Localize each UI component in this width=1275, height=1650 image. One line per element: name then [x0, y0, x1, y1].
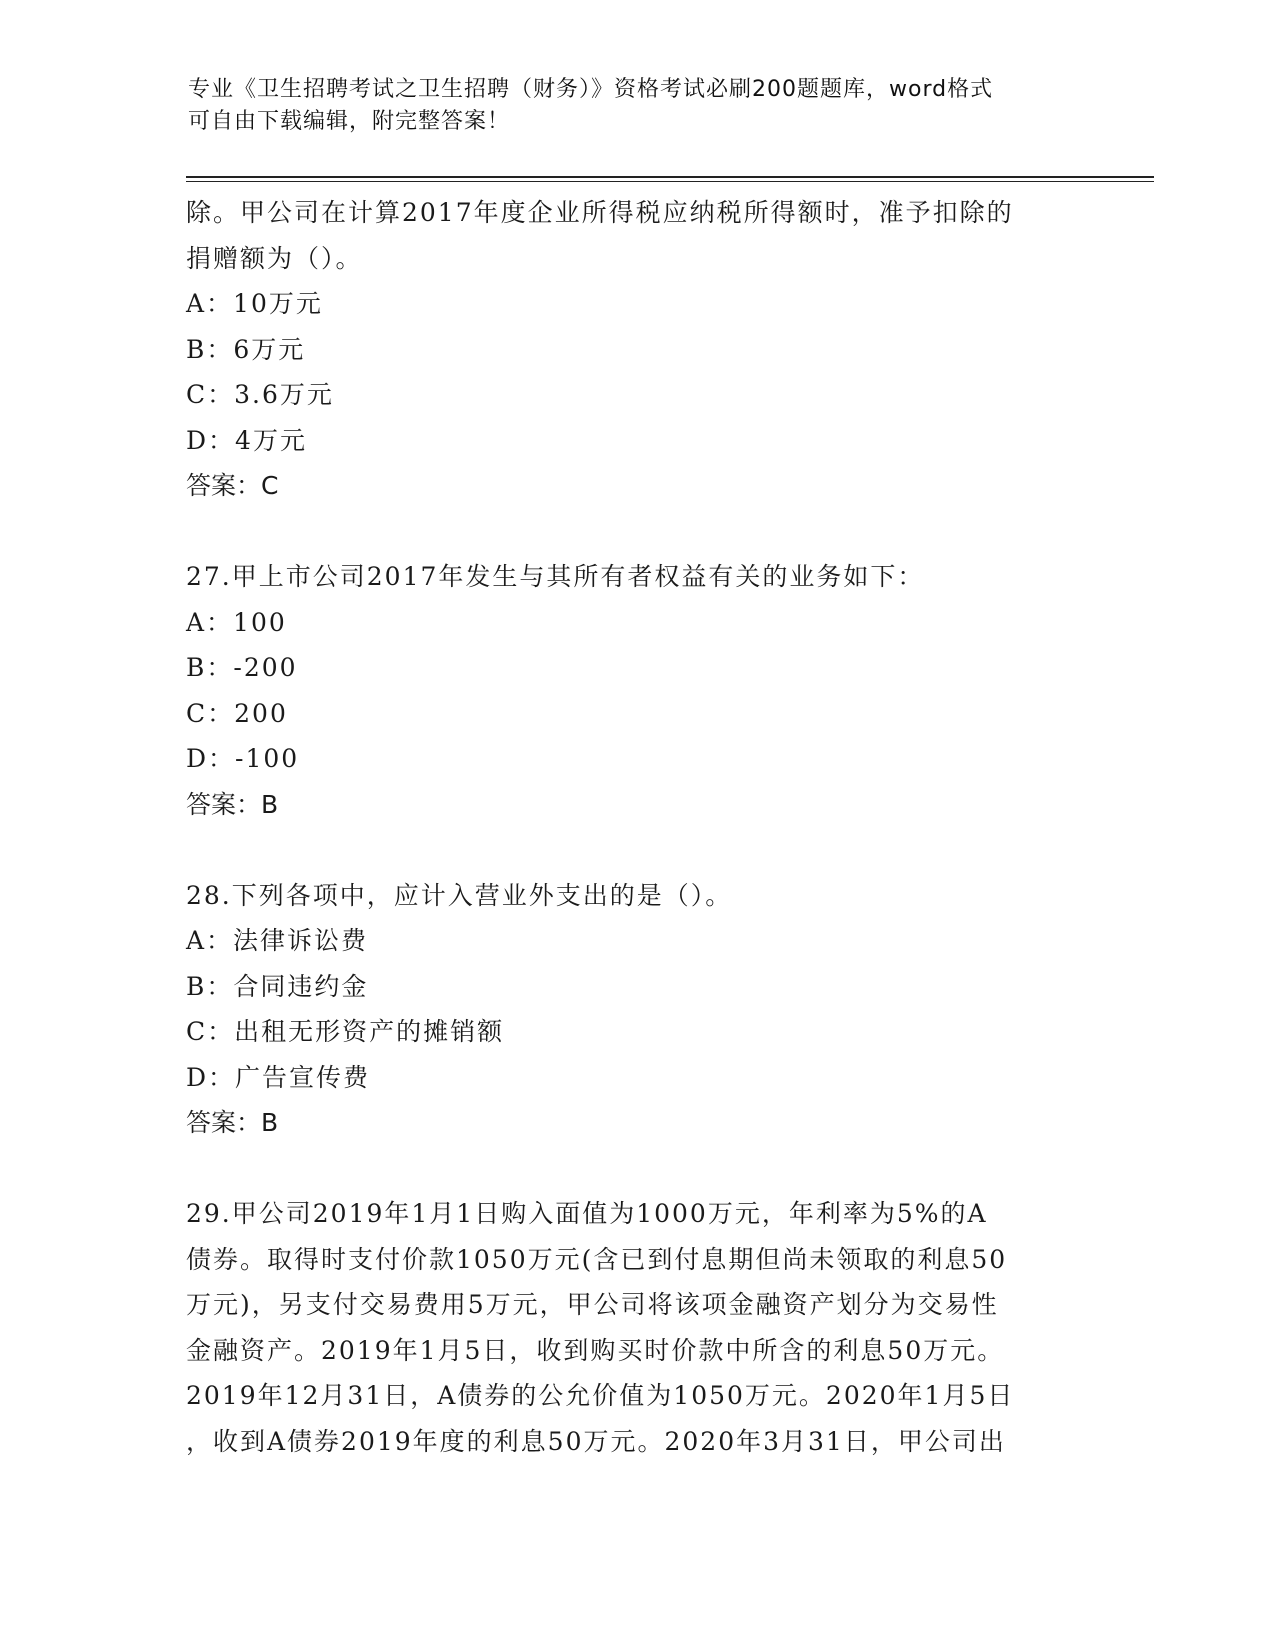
header-rule-thick	[186, 176, 1154, 178]
spacer	[186, 1146, 1086, 1192]
header-rule-thin	[186, 181, 1154, 182]
question-text-line: 29.甲公司2019年1月1日购入面值为1000万元，年利率为5%的A	[186, 1199, 988, 1228]
option-c: C：3.6万元	[186, 380, 334, 409]
question-29	[186, 1191, 1086, 1464]
option-a: A：10万元	[186, 289, 323, 318]
question-text-line: 28.下列各项中，应计入营业外支出的是（）。	[186, 880, 733, 910]
spacer	[186, 509, 1086, 555]
option-a: A：法律诉讼费	[186, 926, 369, 955]
header-line-1: 专业《卫生招聘考试之卫生招聘（财务）》资格考试必刷200题题库，word格式	[188, 77, 994, 102]
option-d: D：4万元	[186, 425, 307, 455]
question-text-line: 债券。取得时支付价款1050万元(含已到付息期但尚未领取的利息50	[186, 1244, 1008, 1274]
answer: 答案：B	[186, 1108, 279, 1137]
option-a: A：100	[186, 607, 287, 637]
document-body	[186, 190, 1086, 1464]
question-28	[186, 873, 1086, 1146]
answer: 答案：C	[186, 471, 279, 500]
option-c: C：出租无形资产的摊销额	[186, 1017, 505, 1046]
option-d: D：广告宣传费	[186, 1062, 371, 1092]
header-line-2: 可自由下载编辑，附完整答案！	[188, 109, 511, 134]
question-text-line: 2019年12月31日，A债券的公允价值为1050万元。2020年1月5日	[186, 1381, 1015, 1410]
option-b: B：-200	[186, 653, 298, 682]
option-d: D：-100	[186, 744, 300, 773]
document-header	[188, 74, 1088, 138]
question-text-line: 捐赠额为（）。	[186, 243, 363, 273]
question-text-line: 金融资产。2019年1月5日，收到购买时价款中所含的利息50万元。	[186, 1335, 1005, 1365]
option-c: C：200	[186, 698, 288, 728]
option-b: B：合同违约金	[186, 971, 369, 1001]
question-text-line: ，收到A债券2019年度的利息50万元。2020年3月31日，甲公司出	[186, 1426, 1006, 1456]
question-27	[186, 554, 1086, 827]
spacer	[186, 827, 1086, 873]
question-text-line: 27.甲上市公司2017年发生与其所有者权益有关的业务如下：	[186, 562, 925, 591]
question-text-line: 除。甲公司在计算2017年度企业所得税应纳税所得额时，准予扣除的	[186, 198, 1014, 227]
answer: 答案：B	[186, 789, 279, 819]
question-26	[186, 190, 1086, 509]
option-b: B：6万元	[186, 334, 306, 364]
question-text-line: 万元)，另支付交易费用5万元，甲公司将该项金融资产划分为交易性	[186, 1290, 999, 1319]
